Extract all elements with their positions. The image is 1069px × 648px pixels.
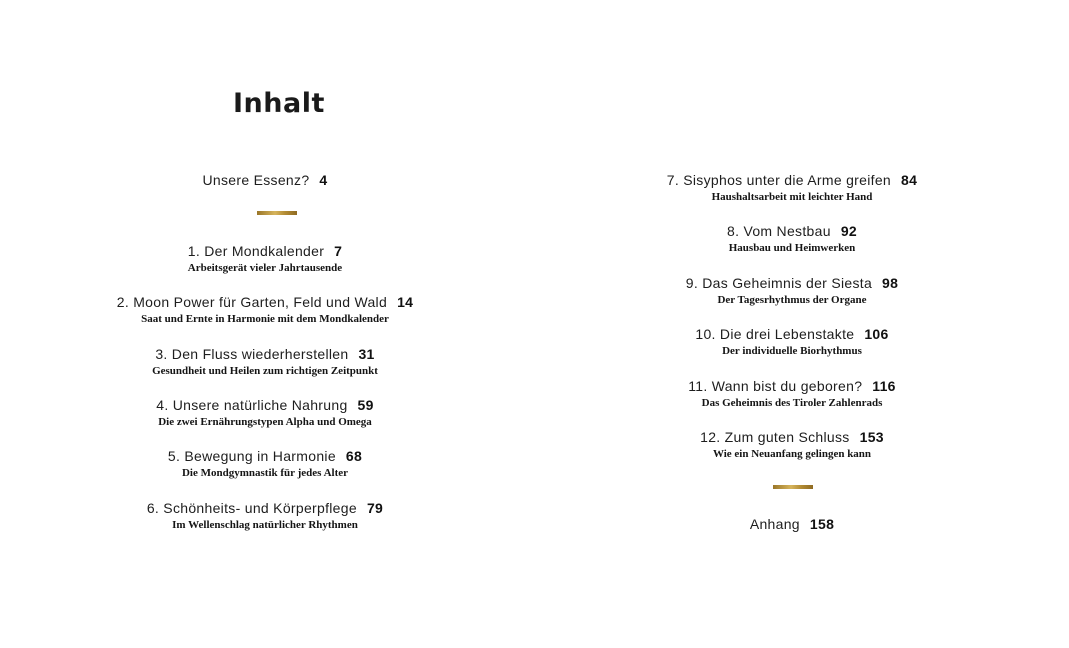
toc-entry-title: 1. Der Mondkalender bbox=[187, 243, 325, 259]
gold-divider bbox=[257, 211, 297, 215]
toc-entry-9[interactable] bbox=[582, 274, 1002, 307]
toc-entry-subtitle: Arbeitsgerät vieler Jahrtausende bbox=[187, 262, 343, 274]
toc-entry-page: 98 bbox=[882, 275, 899, 291]
toc-entry-subtitle: Der Tagesrhythmus der Organe bbox=[717, 294, 867, 306]
toc-entry-subtitle: Saat und Ernte in Harmonie mit dem Mondkalender bbox=[141, 313, 389, 325]
page-title: Inhalt bbox=[233, 88, 325, 119]
toc-entry-title: 5. Bewegung in Harmonie bbox=[167, 448, 336, 464]
gold-divider bbox=[773, 485, 813, 489]
toc-entry-page: 84 bbox=[901, 172, 918, 188]
toc-entry-subtitle: Die Mondgymnastik für jedes Alter bbox=[181, 467, 348, 479]
toc-entry-page: 92 bbox=[840, 223, 857, 239]
toc-entry-1[interactable] bbox=[55, 242, 475, 275]
toc-entry-title: 10. Die drei Lebenstakte bbox=[695, 326, 855, 342]
toc-entry-8[interactable] bbox=[582, 222, 1002, 255]
toc-entry-11[interactable] bbox=[582, 377, 1002, 410]
toc-entry-page: 158 bbox=[809, 516, 835, 532]
toc-entry-subtitle: Gesundheit und Heilen zum richtigen Zeitpunkt bbox=[152, 365, 378, 377]
toc-entry-page: 106 bbox=[864, 326, 889, 342]
toc-entry-title: 8. Vom Nestbau bbox=[726, 223, 831, 239]
toc-entry-7[interactable] bbox=[582, 171, 1002, 204]
toc-entry-6[interactable] bbox=[55, 499, 475, 532]
toc-entry-subtitle: Im Wellenschlag natürlicher Rhythmen bbox=[172, 519, 358, 531]
toc-entry-page: 153 bbox=[859, 429, 884, 445]
toc-entry-title: 4. Unsere natürliche Nahrung bbox=[156, 397, 348, 413]
toc-entry-12[interactable] bbox=[582, 428, 1002, 461]
toc-entry-page: 116 bbox=[872, 378, 896, 394]
toc-entry-page: 31 bbox=[358, 346, 375, 362]
toc-entry-4[interactable] bbox=[55, 396, 475, 429]
toc-entry-title: Anhang bbox=[749, 516, 800, 532]
toc-entry-page: 68 bbox=[345, 448, 363, 464]
toc-entry-title: 11. Wann bist du geboren? bbox=[688, 378, 863, 394]
toc-entry-2[interactable] bbox=[55, 293, 475, 326]
toc-entry-page: 7 bbox=[334, 243, 343, 259]
toc-entry-page: 59 bbox=[357, 397, 374, 413]
toc-entry-title: 12. Zum guten Schluss bbox=[700, 429, 850, 445]
toc-entry-10[interactable] bbox=[582, 325, 1002, 358]
toc-entry-title: 7. Sisyphos unter die Arme greifen bbox=[666, 172, 892, 188]
toc-entry-5[interactable] bbox=[55, 447, 475, 480]
toc-entry-subtitle: Der individuelle Biorhythmus bbox=[722, 345, 862, 357]
toc-entry-title: 6. Schönheits- und Körperpflege bbox=[146, 500, 357, 516]
toc-entry-subtitle: Das Geheimnis des Tiroler Zahlenrads bbox=[701, 397, 883, 409]
toc-entry-subtitle: Die zwei Ernährungstypen Alpha und Omega bbox=[158, 416, 372, 428]
toc-entry-subtitle: Hausbau und Heimwerken bbox=[728, 242, 856, 254]
toc-entry-anhang[interactable] bbox=[582, 515, 1002, 533]
toc-entry-essenz[interactable] bbox=[55, 171, 475, 189]
toc-entry-title: 9. Das Geheimnis der Siesta bbox=[685, 275, 873, 291]
toc-entry-page: 4 bbox=[319, 172, 328, 188]
toc-entry-subtitle: Wie ein Neuanfang gelingen kann bbox=[712, 448, 872, 460]
toc-entry-page: 14 bbox=[397, 294, 414, 310]
toc-entry-page: 79 bbox=[366, 500, 384, 516]
toc-entry-3[interactable] bbox=[55, 345, 475, 378]
toc-entry-title: 3. Den Fluss wiederherstellen bbox=[155, 346, 349, 362]
toc-entry-subtitle: Haushaltsarbeit mit leichter Hand bbox=[711, 191, 873, 203]
toc-entry-title: 2. Moon Power für Garten, Feld und Wald bbox=[116, 294, 388, 310]
toc-entry-title: Unsere Essenz? bbox=[202, 172, 310, 188]
